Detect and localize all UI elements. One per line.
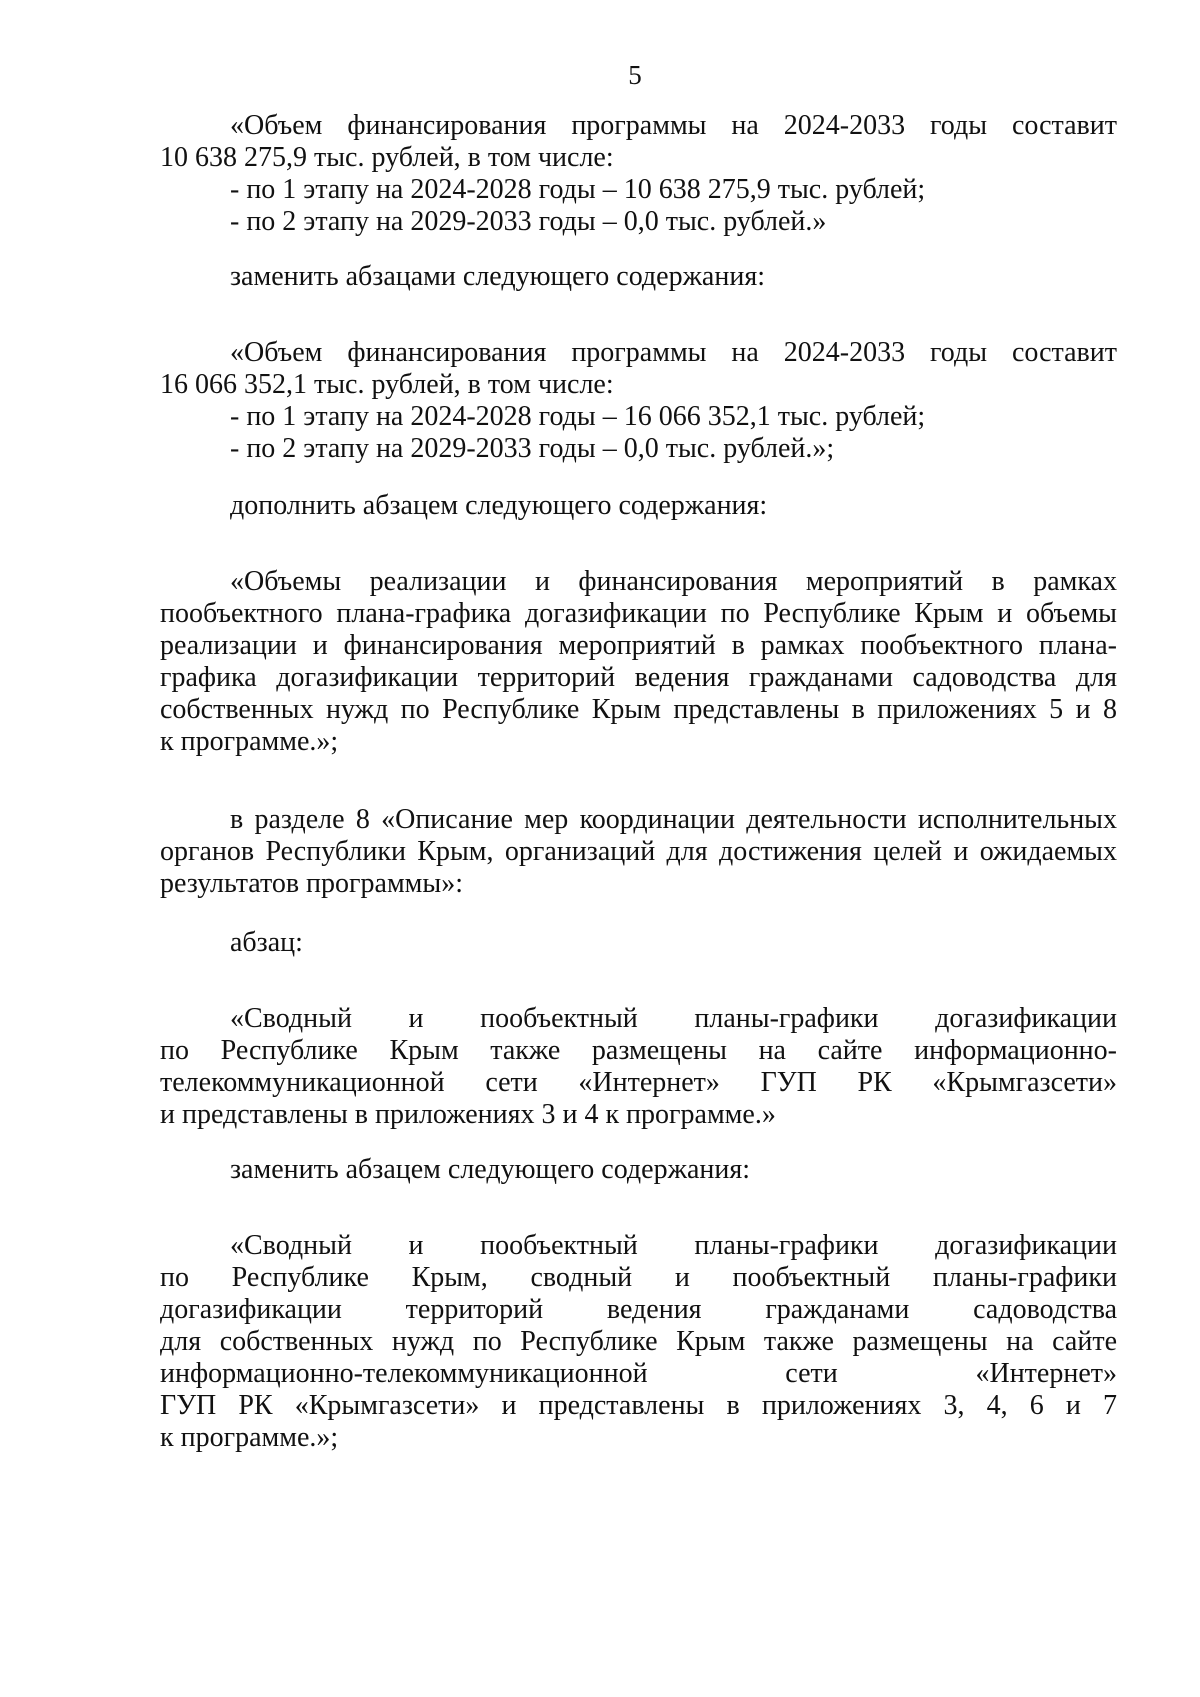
- text-line: дополнить абзацем следующего содержания:: [230, 490, 768, 521]
- text-line: графика догазификации территорий ведения гражданами садоводства для: [160, 662, 1117, 693]
- paragraph-section-8: [160, 804, 1117, 900]
- text-line: заменить абзацем следующего содержания:: [230, 1154, 750, 1185]
- text-line: в разделе 8 «Описание мер координации деятельности исполнительных: [230, 804, 1117, 835]
- text-line: по Республике Крым также размещены на сайте информационно-: [160, 1035, 1117, 1066]
- paragraph-add-instruction: [160, 490, 1117, 522]
- paragraph-new-schedules: [160, 1230, 1117, 1454]
- text-line: - по 1 этапу на 2024-2028 годы – 16 066 352,1 тыс. рублей;: [230, 401, 926, 432]
- page-number: 5: [628, 60, 642, 90]
- text-line: - по 2 этапу на 2029-2033 годы – 0,0 тыс. рублей.»: [230, 206, 827, 237]
- text-line: пообъектного плана-графика догазификации по Республике Крым и объемы: [160, 598, 1117, 629]
- paragraph-old-schedules: [160, 1003, 1117, 1131]
- text-line: по Республике Крым, сводный и пообъектный планы-графики: [160, 1262, 1117, 1293]
- paragraph-replace-instruction-2: [160, 1154, 1117, 1186]
- text-line: - по 2 этапу на 2029-2033 годы – 0,0 тыс. рублей.»;: [230, 433, 835, 464]
- text-line: «Объем финансирования программы на 2024-2033 годы составит: [230, 110, 1117, 141]
- text-line: к программе.»;: [160, 726, 339, 757]
- text-line: и представлены в приложениях 3 и 4 к программе.»: [160, 1099, 776, 1130]
- text-line: «Сводный и пообъектный планы-графики догазификации: [230, 1230, 1117, 1261]
- text-line: 16 066 352,1 тыс. рублей, в том числе:: [160, 369, 614, 400]
- text-line: к программе.»;: [160, 1422, 339, 1453]
- text-line: «Сводный и пообъектный планы-графики догазификации: [230, 1003, 1117, 1034]
- text-line: «Объем финансирования программы на 2024-2033 годы составит: [230, 337, 1117, 368]
- text-line: - по 1 этапу на 2024-2028 годы – 10 638 275,9 тыс. рублей;: [230, 174, 926, 205]
- text-line: телекоммуникационной сети «Интернет» ГУП РК «Крымгазсети»: [160, 1067, 1117, 1098]
- text-line: для собственных нужд по Республике Крым также размещены на сайте: [160, 1326, 1117, 1357]
- text-line: «Объемы реализации и финансирования мероприятий в рамках: [230, 566, 1117, 597]
- text-line: 10 638 275,9 тыс. рублей, в том числе:: [160, 142, 614, 173]
- text-line: догазификации территорий ведения гражданами садоводства: [160, 1294, 1117, 1325]
- paragraph-replace-instruction: [160, 261, 1117, 293]
- text-line: результатов программы»:: [160, 868, 463, 899]
- text-line: информационно-телекоммуникационной сети «Интернет»: [160, 1358, 1117, 1389]
- text-line: реализации и финансирования мероприятий в рамках пообъектного плана-: [160, 630, 1117, 661]
- text-line: заменить абзацами следующего содержания:: [230, 261, 765, 292]
- paragraph-volumes: [160, 566, 1117, 758]
- text-line: ГУП РК «Крымгазсети» и представлены в приложениях 3, 4, 6 и 7: [160, 1390, 1117, 1421]
- text-line: абзац:: [230, 927, 303, 958]
- paragraph-old-funding: [160, 110, 1117, 238]
- text-line: органов Республики Крым, организаций для достижения целей и ожидаемых: [160, 836, 1117, 867]
- text-line: собственных нужд по Республике Крым представлены в приложениях 5 и 8: [160, 694, 1117, 725]
- paragraph-abzac: [160, 927, 1117, 959]
- paragraph-new-funding: [160, 337, 1117, 465]
